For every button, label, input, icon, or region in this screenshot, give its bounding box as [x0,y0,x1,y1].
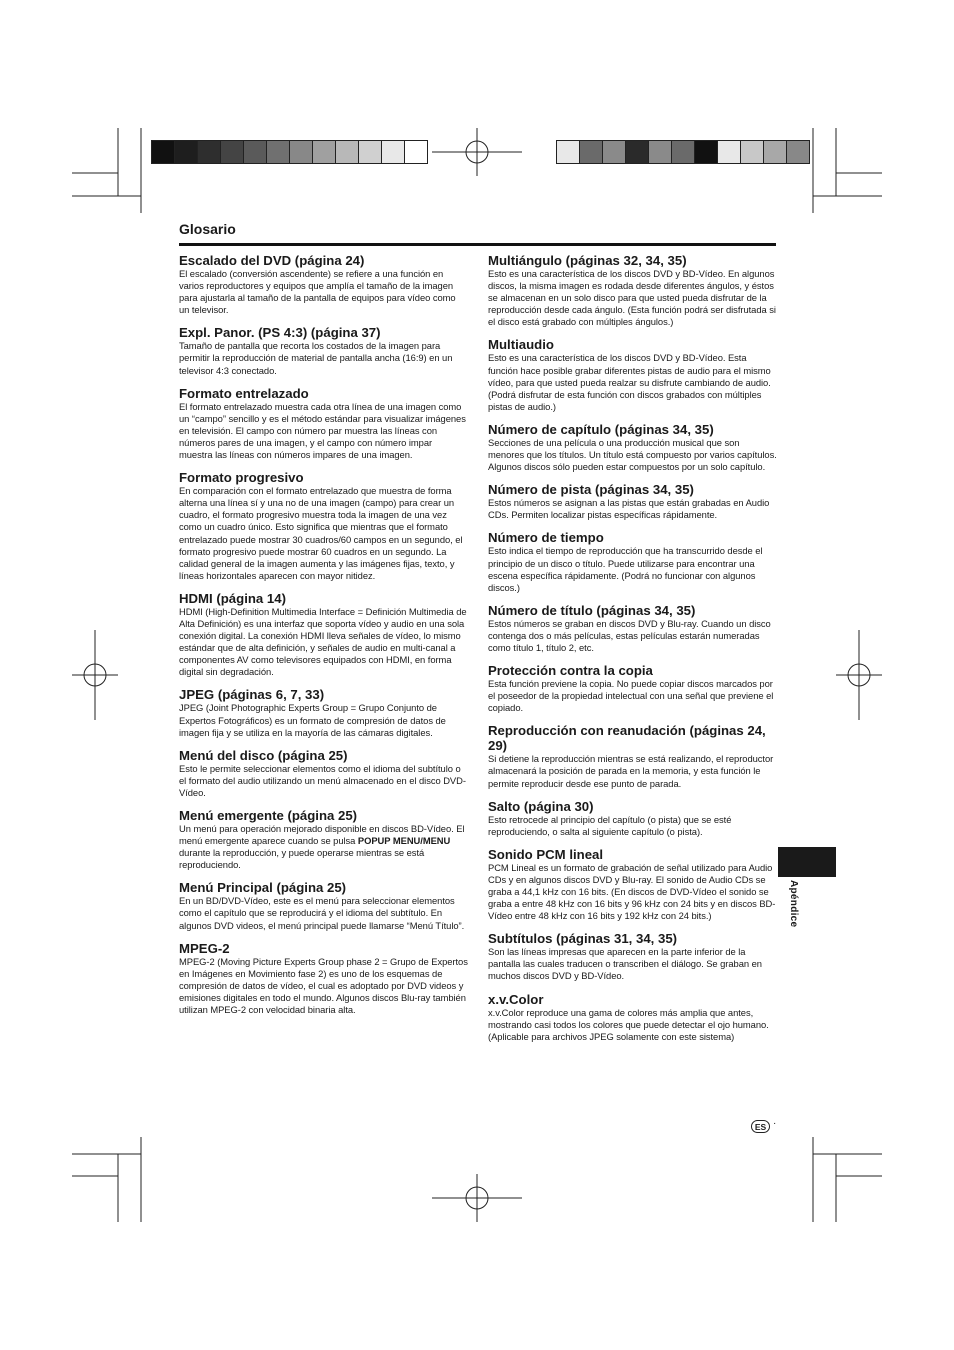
glossary-entry [179,470,468,582]
glossary-entry [488,603,778,654]
section-title: Glosario [179,221,236,237]
color-swatch [695,141,718,163]
glossary-term: MPEG-2 [179,940,230,956]
glossary-entry [179,386,468,461]
glossary-term: Escalado del DVD (página 24) [179,253,365,268]
color-swatch [405,141,427,163]
color-swatch [626,141,649,163]
glossary-definition: Esto retrocede al principio del capítulo (o pista) que se esté reproduciendo, o salta al siguiente capítulo (o pista). [488,813,732,837]
glossary-entry [488,847,778,922]
color-swatch [764,141,787,163]
color-swatch [221,141,244,163]
glossary-entry [488,931,778,982]
glossary-definition: El formato entrelazado muestra cada otra línea de una imagen como un “campo” sencillo y es el método estándar para visualizar imágenes en televisión. El campo con número par muestra las líneas con números pares de una imagen, y el campo con número impar muestra las líneas con números impares de una imagen. [179,400,466,461]
glossary-entry [488,992,778,1043]
glossary-definition: HDMI (High-Definition Multimedia Interface = Definición Multimedia de Alta Definición) es una interfaz que soporta vídeo y audio en una sola conexión digital. La conexión HDMI lleva señales de vídeo, lo mismo estándar que de alta definición, y señales de audio en multi-canal a componentes AV como televisores equipados con HDMI, en forma digital sin degradación. [179,605,467,678]
glossary-definition: Son las líneas impresas que aparecen en la parte inferior de la pantalla las cuales traducen o transcriben el diálogo. Se graban en muchos discos DVD y BD-Vídeo. [488,946,762,982]
glossary-definition: Esto indica el tiempo de reproducción que ha transcurrido desde el principio de un disco o título. Puede utilizarse para encontrar una escena específica rápidamente. (Podrá no funcionar con algunos discos.) [488,545,763,593]
color-swatch [313,141,336,163]
glossary-entry [179,591,468,679]
color-bar-right [556,140,810,164]
glossary-term: Menú emergente (página 25) [179,808,358,823]
glossary-entry [179,325,468,376]
glossary-entry [179,880,468,931]
color-swatch [603,141,626,163]
glossary-entry [179,748,468,799]
color-swatch [649,141,672,163]
glossary-left-column [179,253,468,1025]
glossary-entry [179,253,468,316]
glossary-definition: Esta función previene la copia. No puede copiar discos marcados por el poseedor de la propiedad intelectual con una señal que previene el copiado. [488,678,774,714]
definition-button-name: POPUP MENU/MENU [357,835,451,847]
color-swatch [382,141,405,163]
glossary-definition: El escalado (conversión ascendente) se refiere a una función en varios reproductores y equipos que amplía el tamaño de la imagen para ajustarla al tamaño de la pantalla de equipos para vídeo como un televisor. [179,268,456,316]
color-bar-left [151,140,428,164]
glossary-definition: Estos números se asignan a las pistas que están grabadas en Audio CDs. Permiten localizar pistas específicas rápidamente. [488,497,770,521]
glossary-entry [179,808,468,871]
glossary-term: Expl. Panor. (PS 4:3) (página 37) [179,325,381,341]
glossary-term: Número de título (páginas 34, 35) [488,602,696,618]
glossary-definition: Secciones de una película o una producción musical que son menores que los títulos. Un título está compuesto por varios capítulos. Algunos discos sólo pueden estar compuestos por un solo capítulo. [488,436,777,473]
glossary-term: Formato entrelazado [179,385,309,401]
color-swatch [244,141,267,163]
glossary-definition: JPEG (Joint Photographic Experts Group = Grupo Conjunto de Expertos Fotográficos) es un formato de compresión de datos de imagen fija y se utiliza en la mayoría de las cámaras digitales. [179,702,446,738]
glossary-definition: Esto es una característica de los discos DVD y BD-Vídeo. En algunos discos, la misma imagen es rodada desde diferentes ángulos, y éstos se almacenan en un solo disco para que usted pueda disfrutar de la reproducción desde cada ángulo. (Esta función podrá ser disfrutada si el disco está grabado con múltiples ángulos.) [488,268,776,328]
glossary-definition: MPEG-2 (Moving Picture Experts Group phase 2 = Grupo de Expertos en Imágenes en Movimiento fase 2) es uno de los esquemas de compresión de datos de vídeo, el cual es adoptado por DVD videos y emisiones digitales en todo el mundo. Algunos discos Blu-ray también utilizan MPEG-2 con velocidad binaria alta. [179,955,468,1016]
glossary-definition: Si detiene la reproducción mientras se está realizando, el reproductor almacenará la posición de parada en la memoria, y esta función le permite reproducir desde ese punto de parada. [488,753,774,789]
color-swatch [152,141,175,163]
color-swatch [741,141,764,163]
glossary-entry [179,687,468,738]
color-swatch [672,141,695,163]
glossary-term: Multiaudio [488,337,554,353]
glossary-term: Protección contra la copia [488,663,653,679]
chapter-tab-label: Apéndice [788,880,799,928]
color-swatch [198,141,221,163]
color-swatch [557,141,580,163]
color-swatch [580,141,603,163]
glossary-right-column [488,253,778,1052]
glossary-entry [488,253,778,328]
glossary-term: HDMI (página 14) [179,590,286,606]
glossary-term: Reproducción con reanudación (páginas 24, 29) [488,723,766,754]
glossary-term: Número de capítulo (páginas 34, 35) [488,421,714,437]
color-swatch [267,141,290,163]
color-swatch [336,141,359,163]
glossary-term: Formato progresivo [179,470,304,486]
glossary-definition: x.v.Color reproduce una gama de colores más amplia que antes, mostrando casi todos los colores que puede detectar el ojo humano. (Aplicable para archivos JPEG solamente con este sistema) [488,1006,769,1042]
glossary-term: Número de pista (páginas 34, 35) [488,482,694,498]
color-swatch [359,141,382,163]
glossary-entry [488,530,778,593]
glossary-entry [488,482,778,521]
glossary-entry [179,941,468,1016]
glossary-entry [488,799,778,838]
glossary-term: Menú Principal (página 25) [179,880,347,896]
glossary-term: Número de tiempo [488,530,604,546]
definition-text: durante la reproducción, y puede operarse mientras se está reproduciendo. [179,847,425,871]
glossary-term: Menú del disco (página 25) [179,747,348,763]
language-badge: ES [751,1120,770,1133]
glossary-entry [488,723,778,789]
glossary-definition: Tamaño de pantalla que recorta los costados de la imagen para permitir la reproducción de material de pantalla ancha (16:9) en un televisor 4:3 conectado. [179,340,453,376]
glossary-definition: Esto es una característica de los discos DVD y BD-Vídeo. Esta función hace posible grabar diferentes pistas de audio para el mismo vídeo, para que usted pueda realzar su disfrute cambiando de audio. (Podrá disfrutar de esta función con discos grabados con múltiples pistas de audio.) [488,352,771,412]
glossary-definition: PCM Lineal es un formato de grabación de señal utilizado para Audio CDs y en algunos discos DVD y Blu-ray. El sonido de Audio CDs se graba a 44,1 kHz con 16 bits. (En discos de DVD-Vídeo el sonido se graba a entre 48 kHz con 16 bits y 96 kHz con 24 bits y en discos BD-Vídeo entre 48 kHz con 16 bits y 192 kHz con 24 bits.) [488,861,776,922]
glossary-definition: En comparación con el formato entrelazado que muestra de forma alterna una línea sí y una no de una imagen (campo) para crear un cuadro, el formato progresivo muestra toda la imagen de una vez como un cuadro único. Esto significa que mientras que el formato entrelazado puede mostrar 30 cuadros/60 campos en un segundo, el formato progresivo puede mostrar 60 cuadros en un segundo. La calidad general de la imagen aumenta y las imágenes fijas, texto, y líneas horizontales aparecen con mayor nitidez. [179,485,463,581]
glossary-definition [179,823,468,871]
glossary-entry [488,422,778,473]
glossary-definition: Estos números se graban en discos DVD y Blu-ray. Cuando un disco contenga dos o más películas, estas películas estarán numeradas como título 1, título 2, etc. [488,617,771,653]
glossary-term: JPEG (páginas 6, 7, 33) [179,687,325,703]
glossary-term: Subtítulos (páginas 31, 34, 35) [488,931,678,947]
color-swatch [290,141,313,163]
glossary-definition: Esto le permite seleccionar elementos como el idioma del subtítulo o el formato del audio utilizando un menú almacenado en el disco DVD-Vídeo. [179,762,466,798]
definition-text: Un menú para operación mejorado disponible en discos BD-Vídeo. El menú emergente aparece cuando se pulsa [179,823,465,847]
section-rule [179,243,776,246]
glossary-definition: En un BD/DVD-Vídeo, este es el menú para seleccionar elementos como el capítulo que se reproducirá y el idioma del subtítulo. En algunos DVD videos, el menú principal puede llamarse “Menú Título”. [179,895,465,931]
glossary-term: x.v.Color [488,991,544,1007]
glossary-term: Sonido PCM lineal [488,846,604,862]
color-swatch [787,141,809,163]
color-swatch [175,141,198,163]
glossary-entry [488,663,778,714]
chapter-tab [778,847,836,877]
glossary-term: Multiángulo (páginas 32, 34, 35) [488,253,687,268]
page-number-dot: · [773,1118,777,1129]
color-swatch [718,141,741,163]
glossary-entry [488,337,778,412]
glossary-term: Salto (página 30) [488,798,594,814]
